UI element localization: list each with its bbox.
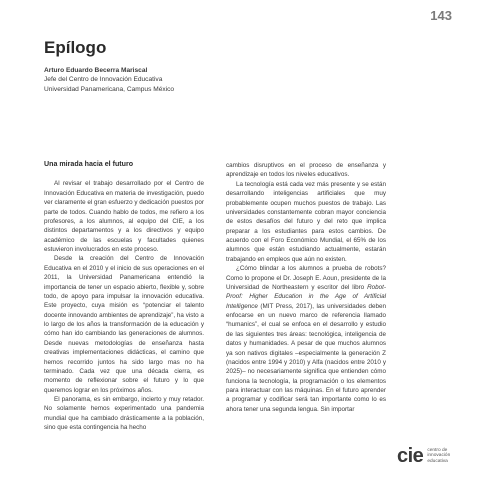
author-institution: Universidad Panamericana, Campus México [44, 85, 175, 93]
author-block [44, 66, 174, 94]
right-column [226, 161, 386, 414]
logo-text-line: educativa [427, 458, 448, 464]
text-span: ¿Cómo blindar a los alumnos a prueba de robots? Como lo propone el Dr. Joseph E. Aoun, presidente de la Universidad de Northeastern y escritor del libro [226, 265, 386, 291]
logo-mark: cie [397, 445, 424, 467]
paragraph: cambios disruptivos en el proceso de enseñanza y aprendizaje en todos los niveles educativos. [226, 162, 386, 179]
paragraph [226, 264, 386, 414]
paragraph: Al revisar el trabajo desarrollado por el Centro de Innovación Educativa en materia de investigación, puedo ver claramente el gran esfuerzo y dedicación puestos por parte de todos. Cuando hablo de todos, me refiero a los profesores, a los alumnos, al equipo del CIE, a los distintos departamentos y a los directivos y equipo académico de las escuelas y facultades quienes estuvieron involucrados en este proceso. [44, 180, 204, 253]
book-title: Robot-Proof: Higher Education in the Age of Artificial Intelligence [226, 283, 386, 310]
page-number: 143 [430, 8, 452, 23]
logo-text-line: innovación [427, 453, 451, 459]
logo-text [427, 448, 450, 464]
author-role: Jefe del Centro de Innovación Educativa [44, 76, 163, 84]
paragraph: La tecnología está cada vez más presente y se están desarrollando inteligencias artificiales que muy probablemente ocupen muchos puestos de trabajo. Las universidades constantemente cobran mayor conciencia de estos desafíos del futuro y del reto que implica preparar a los estudiantes para estos cambios. De acuerdo con el Foro Económico Mundial, el 65% de los alumnos que están estudiando actualmente, estarán trabajando en empleos que aún no existen. [226, 180, 386, 263]
left-column [44, 160, 204, 433]
text-span: (MIT Press, 2017), las universidades deben enfocarse en un nuevo marco de referencia llamado “humanics”, el cual se enfoca en el desarrollo y estudio de las siguientes tres áreas: tecnológica, inteligencia de datos y humanidades. A pesar de que muchos alumnos ya son nativos digitales –especialmente la generación Z (nacidos entre 1994 y 2010) y Alfa (nacidos entre 2010 y 2025)– no necesariamente significa que entienden cómo funciona la tecnología, la programación o los elementos para interactuar con las máquinas. En el futuro aprender a programar y codificar será tan importante como lo es ahora tener una segunda lengua. Sin importar [226, 302, 386, 413]
logo-text-line: centro de [427, 447, 448, 453]
cie-logo [397, 446, 450, 466]
paragraph: El panorama, es sin embargo, incierto y muy retador. No solamente hemos experimentado una pandemia mundial que ha cambiado drásticamente a la población, sino que esta contingencia ha hecho [44, 396, 204, 432]
author-name: Arturo Eduardo Becerra Mariscal [44, 67, 148, 74]
section-heading: Una mirada hacia el futuro [44, 160, 134, 168]
paragraph: Desde la creación del Centro de Innovación Educativa en el 2010 y el inicio de sus operaciones en el 2011, la Universidad Panamericana entendió la importancia de tener un espacio abierto, flexible y, sobre todo, de apoyo para impulsar la innovación educativa. Este proyecto, cuya misión es “potenciar el talento docente innovando ambientes de aprendizaje”, ha visto a lo largo de los años la transformación de la educación y cómo han ido cambiando las generaciones de alumnos. Desde nuevas metodologías de enseñanza hasta creativas implementaciones didácticas, el camino que hemos recorrido juntos ha sido largo mas no ha terminado. Cada vez que una década cierra, es momento de reflexionar sobre el futuro y lo que queremos lograr en los próximos años. [44, 255, 204, 394]
chapter-title: Epílogo [44, 38, 107, 57]
